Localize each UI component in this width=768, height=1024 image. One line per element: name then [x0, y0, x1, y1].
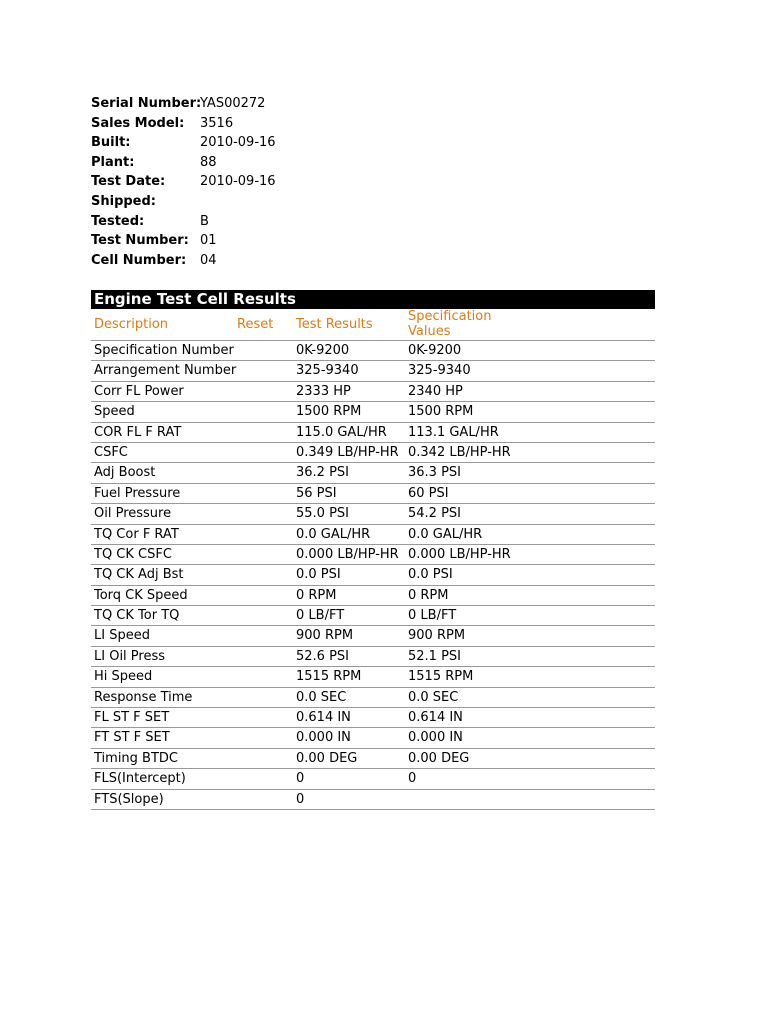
cell-test-result: 2333 HP — [296, 383, 351, 399]
table-row — [91, 545, 655, 565]
cell-specification-value: 0K-9200 — [408, 343, 462, 358]
cell-test-result: 0.0 GAL/HR — [296, 526, 371, 542]
table-row — [91, 525, 655, 545]
table-row — [91, 667, 655, 687]
cell-description: Fuel Pressure — [94, 485, 181, 501]
table-row — [91, 361, 655, 381]
info-value: 3516 — [200, 115, 234, 131]
info-label: Sales Model: — [91, 115, 185, 131]
cell-description: Speed — [94, 404, 135, 420]
results-title: Engine Test Cell Results — [91, 290, 655, 309]
table-row — [91, 463, 655, 483]
table-row — [91, 402, 655, 422]
cell-description: TQ CK Adj Bst — [94, 567, 184, 583]
info-row-test-date — [91, 172, 276, 192]
cell-test-result: 52.6 PSI — [296, 648, 350, 664]
info-row-test-number — [91, 231, 276, 251]
cell-specification-value: 0 RPM — [408, 587, 449, 603]
cell-specification-value: 325-9340 — [408, 363, 471, 379]
cell-specification-value: 0.000 LB/HP-HR — [408, 546, 511, 562]
cell-description: CSFC — [94, 444, 128, 460]
cell-description: Specification Number — [94, 343, 234, 358]
cell-specification-value: 0.614 IN — [408, 710, 463, 726]
info-label: Plant: — [91, 154, 135, 170]
info-row-sales-model — [91, 114, 276, 134]
cell-specification-value: 113.1 GAL/HR — [408, 424, 499, 440]
cell-description: FLS(Intercept) — [94, 771, 186, 787]
column-header-description: Description — [94, 317, 169, 332]
cell-specification-value: 0.0 SEC — [408, 689, 459, 705]
spec-header-line1: Specification — [408, 309, 492, 324]
cell-test-result: 0.000 IN — [296, 730, 351, 746]
cell-description: Torq CK Speed — [94, 587, 188, 603]
cell-description: Adj Boost — [94, 465, 156, 481]
cell-specification-value: 0.342 LB/HP-HR — [408, 444, 511, 460]
cell-specification-value: 0.0 GAL/HR — [408, 526, 483, 542]
table-row — [91, 484, 655, 504]
cell-test-result: 0K-9200 — [296, 343, 350, 358]
table-row — [91, 728, 655, 748]
cell-test-result: 1515 RPM — [296, 669, 362, 685]
cell-test-result: 0.0 SEC — [296, 689, 347, 705]
cell-test-result: 0.349 LB/HP-HR — [296, 444, 399, 460]
table-row — [91, 586, 655, 606]
cell-description: Arrangement Number — [94, 363, 237, 379]
info-label: Built: — [91, 135, 131, 151]
cell-description: LI Oil Press — [94, 648, 166, 664]
cell-specification-value: 52.1 PSI — [408, 648, 462, 664]
column-header-test-results: Test Results — [296, 317, 373, 332]
table-row — [91, 443, 655, 463]
cell-specification-value: 60 PSI — [408, 485, 449, 501]
cell-test-result: 0 LB/FT — [296, 608, 345, 624]
table-row — [91, 790, 655, 810]
cell-test-result: 0 — [296, 771, 305, 787]
info-row-shipped — [91, 192, 276, 212]
info-label: Tested: — [91, 213, 145, 229]
cell-description: FT ST F SET — [94, 730, 170, 746]
cell-specification-value: 0.0 PSI — [408, 567, 453, 583]
info-value: 2010-09-16 — [200, 135, 276, 151]
table-row — [91, 606, 655, 626]
cell-specification-value: 0.00 DEG — [408, 750, 470, 766]
cell-description: Hi Speed — [94, 669, 153, 685]
info-value: 04 — [200, 252, 217, 268]
cell-specification-value: 1500 RPM — [408, 404, 474, 420]
table-row — [91, 504, 655, 524]
cell-test-result: 55.0 PSI — [296, 506, 350, 522]
engine-info-block — [91, 94, 276, 270]
table-row — [91, 749, 655, 769]
info-label: Test Date: — [91, 174, 166, 190]
cell-test-result: 115.0 GAL/HR — [296, 424, 387, 440]
cell-test-result: 36.2 PSI — [296, 465, 350, 481]
table-row — [91, 688, 655, 708]
cell-test-result: 0 RPM — [296, 587, 337, 603]
cell-description: TQ CK Tor TQ — [94, 608, 180, 624]
cell-test-result: 325-9340 — [296, 363, 359, 379]
info-value: B — [200, 213, 209, 229]
cell-specification-value: 36.3 PSI — [408, 465, 462, 481]
info-row-serial-number — [91, 94, 276, 114]
info-value: 2010-09-16 — [200, 174, 276, 190]
cell-test-result: 56 PSI — [296, 485, 337, 501]
info-row-plant — [91, 153, 276, 173]
table-row — [91, 341, 655, 361]
table-row — [91, 565, 655, 585]
cell-description: Corr FL Power — [94, 383, 184, 399]
cell-description: Response Time — [94, 689, 193, 705]
cell-test-result: 0.000 LB/HP-HR — [296, 546, 399, 562]
info-row-built — [91, 133, 276, 153]
cell-test-result: 1500 RPM — [296, 404, 362, 420]
results-rows — [91, 341, 655, 810]
cell-specification-value: 54.2 PSI — [408, 506, 462, 522]
info-label: Test Number: — [91, 233, 189, 249]
column-header-reset: Reset — [237, 317, 274, 332]
cell-specification-value: 2340 HP — [408, 383, 463, 399]
cell-description: LI Speed — [94, 628, 150, 644]
cell-description: TQ CK CSFC — [94, 546, 172, 562]
info-label: Serial Number: — [91, 96, 202, 111]
cell-test-result: 0 — [296, 791, 305, 807]
cell-test-result: 0.00 DEG — [296, 750, 358, 766]
info-value: YAS00272 — [200, 96, 266, 111]
cell-description: FL ST F SET — [94, 710, 170, 726]
cell-test-result: 0.614 IN — [296, 710, 351, 726]
cell-description: COR FL F RAT — [94, 424, 182, 440]
info-label: Cell Number: — [91, 252, 187, 268]
info-value: 88 — [200, 154, 217, 170]
cell-specification-value: 1515 RPM — [408, 669, 474, 685]
cell-test-result: 900 RPM — [296, 628, 354, 644]
cell-specification-value: 0 — [408, 771, 417, 787]
cell-specification-value: 900 RPM — [408, 628, 466, 644]
column-header-specification-values — [408, 309, 518, 339]
info-value: 01 — [200, 233, 217, 249]
info-row-tested — [91, 212, 276, 232]
spec-header-line2: Values — [408, 324, 451, 339]
cell-description: Oil Pressure — [94, 506, 172, 522]
table-row — [91, 769, 655, 789]
cell-description: FTS(Slope) — [94, 791, 164, 807]
table-row — [91, 626, 655, 646]
cell-test-result: 0.0 PSI — [296, 567, 341, 583]
cell-specification-value: 0.000 IN — [408, 730, 463, 746]
table-row — [91, 423, 655, 443]
engine-test-cell-results-table — [91, 290, 655, 810]
cell-description: TQ Cor F RAT — [94, 526, 179, 542]
cell-specification-value: 0 LB/FT — [408, 608, 457, 624]
table-row — [91, 382, 655, 402]
results-header-row — [91, 309, 655, 341]
table-row — [91, 647, 655, 667]
table-row — [91, 708, 655, 728]
cell-description: Timing BTDC — [94, 750, 178, 766]
info-row-cell-number — [91, 251, 276, 271]
info-label: Shipped: — [91, 193, 157, 209]
